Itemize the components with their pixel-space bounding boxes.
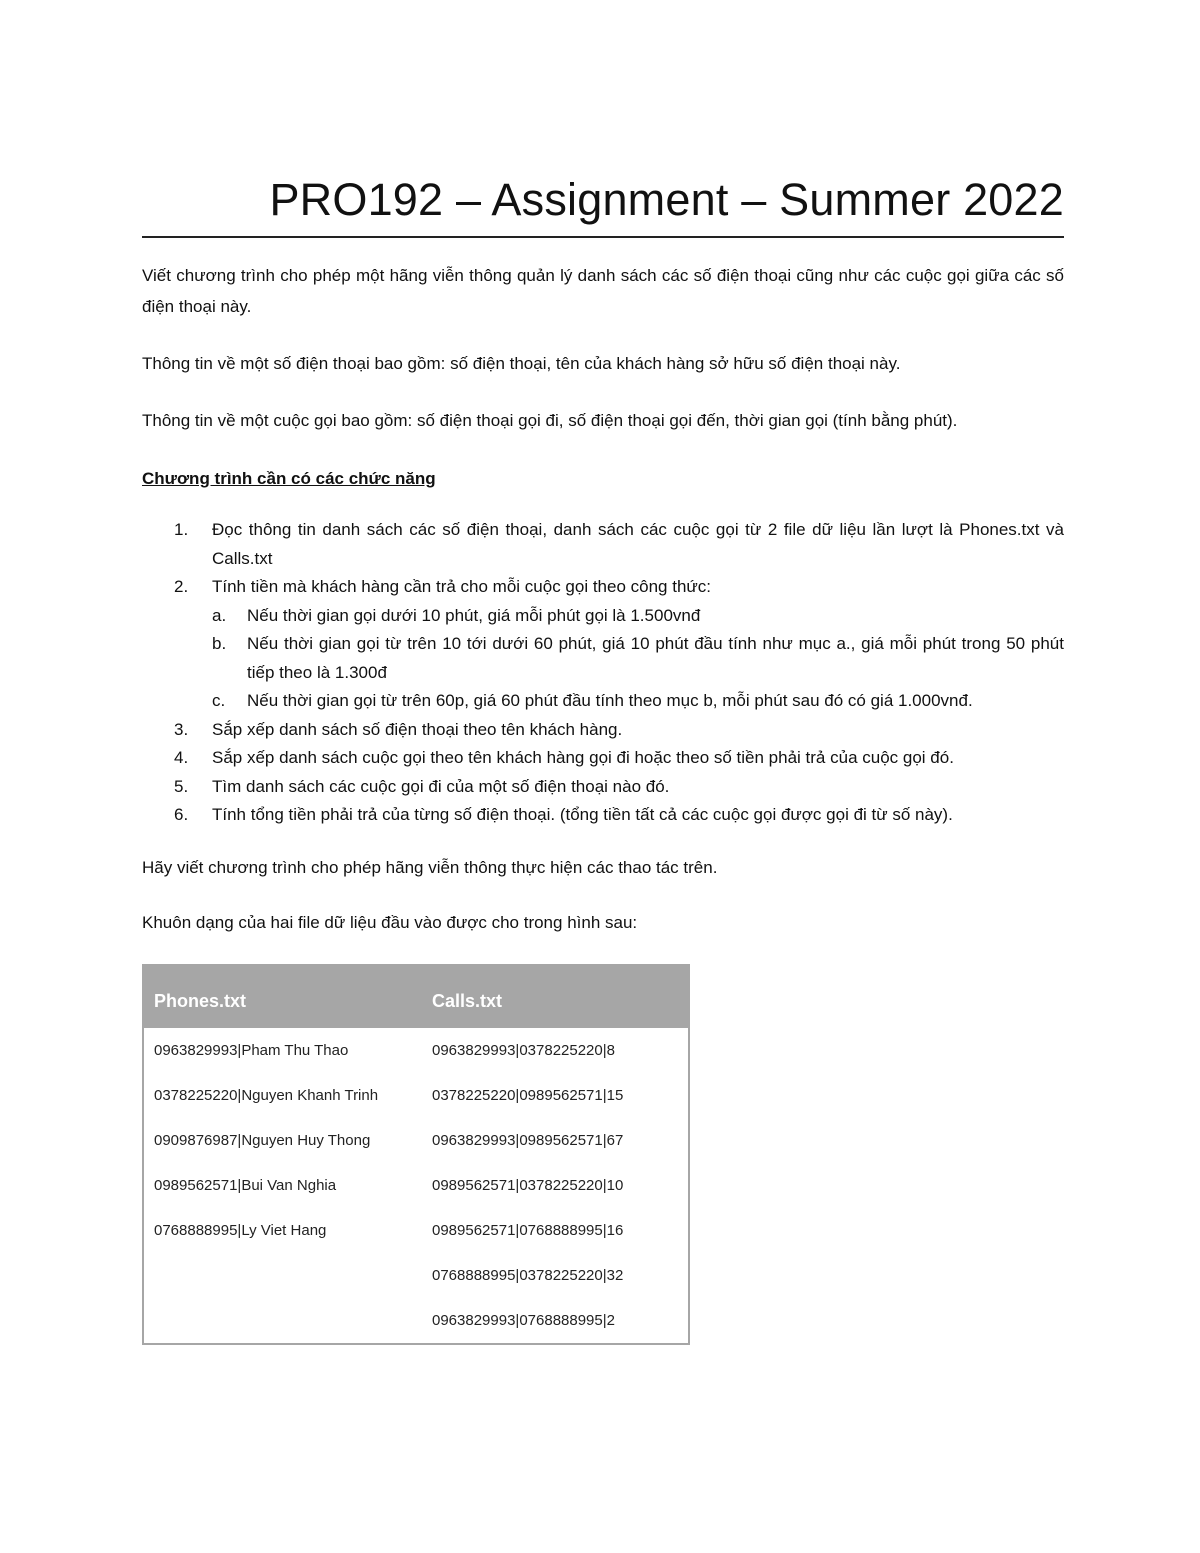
requirement-text: Sắp xếp danh sách số điện thoại theo tên khách hàng. [212, 719, 623, 739]
call-record: 0768888995|0378225220|32 [432, 1266, 624, 1284]
table-row [143, 1163, 689, 1208]
subitem-text: Nếu thời gian gọi dưới 10 phút, giá mỗi phút gọi là 1.500vnđ [247, 605, 701, 625]
call-record: 0963829993|0378225220|8 [432, 1041, 615, 1059]
table-row [143, 1253, 689, 1298]
format-intro-paragraph: Khuôn dạng của hai file dữ liệu đầu vào được cho trong hình sau: [142, 912, 638, 932]
pricing-subitem [212, 602, 1064, 631]
subitem-letter: b. [212, 634, 227, 653]
call-record: 0963829993|0768888995|2 [432, 1311, 615, 1329]
intro-paragraph: Viết chương trình cho phép một hãng viễn thông quản lý danh sách các số điện thoại cũng như các cuộc gọi giữa các số điện thoại này. [142, 266, 1064, 316]
table-row [143, 1298, 689, 1344]
table-header-row [143, 965, 689, 1028]
table-row [143, 1208, 689, 1253]
phone-info-paragraph: Thông tin về một số điện thoại bao gồm: số điện thoại, tên của khách hàng sở hữu số điện thoại này. [142, 354, 901, 373]
phone-record: 0963829993|Pham Thu Thao [154, 1041, 349, 1059]
call-record: 0378225220|0989562571|15 [432, 1086, 624, 1104]
requirement-text: Sắp xếp danh sách cuộc gọi theo tên khách hàng gọi đi hoặc theo số tiền phải trả của cuộc gọi đó. [212, 748, 954, 767]
section-heading: Chương trình cần có các chức năng [142, 469, 436, 488]
table-row [143, 1118, 689, 1163]
requirement-item [142, 801, 1064, 830]
phone-record [143, 1298, 422, 1344]
subitem-letter: c. [212, 691, 226, 710]
phone-record [143, 1253, 422, 1298]
pricing-sublist [212, 602, 1064, 716]
closing-paragraph: Hãy viết chương trình cho phép hãng viễn thông thực hiện các thao tác trên. [142, 857, 718, 877]
table-row [143, 1028, 689, 1073]
requirement-item [142, 716, 1064, 745]
requirement-number: 3. [174, 719, 189, 739]
requirement-text: Đọc thông tin danh sách các số điện thoại, danh sách các cuộc gọi từ 2 file dữ liệu lần lượt là Phones.txt và Calls.txt [212, 520, 1064, 568]
table-row [143, 1073, 689, 1118]
phone-record: 0378225220|Nguyen Khanh Trinh [154, 1086, 379, 1104]
subitem-text: Nếu thời gian gọi từ trên 60p, giá 60 phút đầu tính theo mục b, mỗi phút sau đó có giá 1.000vnđ. [247, 691, 973, 710]
phone-record: 0768888995|Ly Viet Hang [154, 1221, 327, 1239]
subitem-letter: a. [212, 605, 227, 625]
requirement-text: Tính tiền mà khách hàng cần trả cho mỗi cuộc gọi theo công thức: [212, 577, 712, 596]
pricing-subitem [212, 687, 1064, 716]
phone-record: 0909876987|Nguyen Huy Thong [154, 1131, 371, 1149]
requirement-number: 2. [174, 577, 189, 596]
phones-column-header: Phones.txt [143, 965, 422, 1028]
requirement-item [142, 516, 1064, 573]
pricing-subitem [212, 630, 1064, 687]
requirement-item [142, 744, 1064, 773]
call-record: 0989562571|0378225220|10 [432, 1176, 624, 1194]
calls-column-header: Calls.txt [422, 965, 689, 1028]
requirement-text: Tính tổng tiền phải trả của từng số điện thoại. (tổng tiền tất cả các cuộc gọi được gọi đi từ số này). [212, 805, 953, 824]
phone-record: 0989562571|Bui Van Nghia [154, 1176, 337, 1194]
call-info-paragraph: Thông tin về một cuộc gọi bao gồm: số điện thoại gọi đi, số điện thoại gọi đến, thời gian gọi (tính bằng phút). [142, 411, 958, 430]
file-format-table [142, 964, 690, 1345]
requirement-number: 6. [174, 805, 189, 824]
subitem-text: Nếu thời gian gọi từ trên 10 tới dưới 60 phút, giá 10 phút đầu tính như mục a., giá mỗi phút trong 50 phút tiếp theo là 1.300đ [247, 634, 1064, 682]
call-record: 0989562571|0768888995|16 [432, 1221, 624, 1239]
requirement-number: 1. [174, 520, 189, 539]
call-record: 0963829993|0989562571|67 [432, 1131, 624, 1149]
requirement-item [142, 773, 1064, 802]
requirement-number: 4. [174, 748, 189, 767]
requirement-item [142, 573, 1064, 716]
document-content [142, 170, 1064, 1345]
requirements-list [142, 516, 1064, 830]
requirement-number: 5. [174, 776, 189, 796]
document-title: PRO192 – Assignment – Summer 2022 [142, 170, 1064, 238]
requirement-text: Tìm danh sách các cuộc gọi đi của một số điện thoại nào đó. [212, 776, 670, 796]
